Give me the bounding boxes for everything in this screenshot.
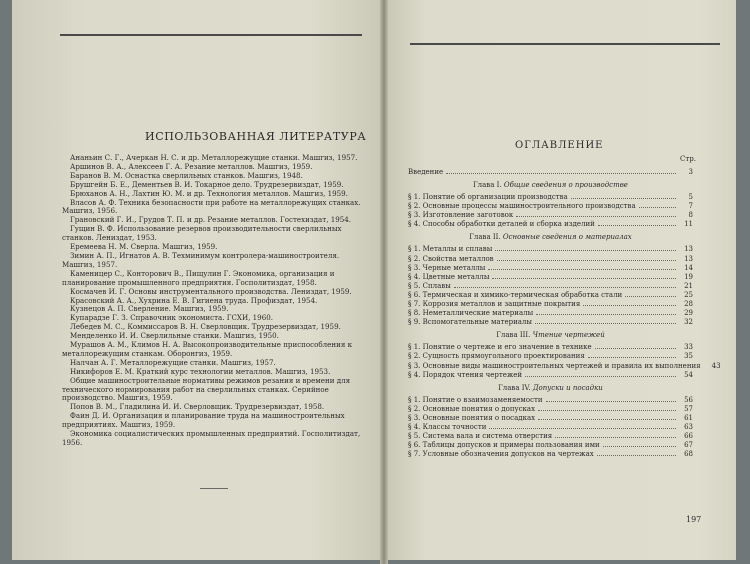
reference-entry: Космачев И. Г. Основы инструментального производства. Лениздат, 1959. [70, 286, 352, 296]
toc-entry-label: § 3. Черные металлы [408, 263, 486, 272]
dot-leader [588, 357, 676, 358]
toc-entry-label: § 6. Термическая и химико-термическая обработка стали [408, 290, 623, 299]
dot-leader [454, 287, 676, 288]
table-of-contents [408, 168, 721, 459]
toc-entry-label: § 1. Понятие о взаимозаменяемости [408, 395, 543, 404]
toc-entry[interactable] [408, 202, 693, 211]
toc-entry[interactable] [408, 423, 693, 432]
toc-entry-label: § 3. Изготовление заготовок [408, 211, 514, 220]
toc-entry[interactable] [408, 318, 693, 327]
reference-entry: Еремеева Н. М. Сверла. Машгиз, 1959. [70, 242, 218, 252]
reference-entry: Баранов В. М. Оснастка сверлильных станков. Машгиз, 1948. [70, 170, 303, 180]
toc-entry-page: 43 [711, 361, 721, 370]
reference-entry: Мурашов А. М., Климов Н. А. Высокопроизводительные приспособления к металлорежущим станкам. Оборонгиз, 1959. [62, 340, 353, 358]
toc-entry-page: 56 [684, 395, 693, 404]
toc-entry-label: § 2. Основные понятия о допусках [408, 404, 536, 413]
toc-entry-label: § 3. Основные виды машиностроительных чертежей и правила их выполнения [408, 361, 701, 370]
toc-entry[interactable] [408, 211, 693, 220]
toc-entry[interactable] [408, 309, 693, 318]
toc-entry-page: 14 [684, 263, 693, 272]
toc-entry-page: 21 [684, 281, 693, 290]
reference-entry: Налчан А. Г. Металлорежущие станки. Машгиз, 1957. [70, 357, 276, 367]
chapter-heading [408, 229, 693, 245]
reference-entry: Попов В. М., Гладилина И. И. Сверловщик. Трудрезервиздат, 1958. [70, 402, 325, 412]
chapter-title: Чтение чертежей [532, 331, 605, 340]
toc-entry[interactable] [408, 255, 693, 264]
dot-leader [492, 278, 676, 279]
toc-entry[interactable] [408, 361, 721, 371]
dot-leader [595, 348, 676, 349]
toc-entry-page: 57 [684, 404, 693, 413]
toc-entry[interactable] [408, 220, 693, 229]
literature-title: ИСПОЛЬЗОВАННАЯ ЛИТЕРАТУРА [145, 130, 367, 143]
toc-entry-label: § 9. Вспомогательные материалы [408, 318, 532, 327]
toc-entry[interactable] [408, 300, 693, 309]
toc-entry[interactable] [408, 264, 693, 273]
chapter-heading [408, 177, 693, 193]
book-gutter [380, 0, 388, 564]
reference-entry: Грановский Г. И., Грудов Т. П. и др. Резание металлов. Гостехиздат, 1954. [70, 215, 352, 225]
toc-entry-page: 29 [684, 309, 693, 318]
toc-entry-page: 13 [684, 254, 693, 263]
toc-entry-label: § 7. Коррозия металлов и защитные покрытия [408, 300, 581, 309]
toc-entry-page: 25 [684, 290, 693, 299]
dot-leader [538, 410, 676, 411]
toc-entry-page: 54 [684, 370, 693, 379]
dot-leader [583, 305, 676, 306]
toc-entry-label: § 4. Порядок чтения чертежей [408, 370, 523, 379]
dot-leader [536, 314, 676, 315]
toc-entry-label: § 7. Условные обозначения допусков на чертежах [408, 450, 594, 459]
toc-entry[interactable] [408, 273, 693, 282]
dot-leader [546, 401, 676, 402]
reference-entry: Каменицер С., Конторович В., Пищулин Г. Экономика, организация и планирование промышленного предприятия. Госполитиздат, 1958. [62, 268, 335, 287]
toc-entry[interactable] [408, 245, 693, 254]
dot-leader [639, 207, 676, 208]
chapter-heading [408, 380, 693, 396]
reference-entry: Общие машиностроительные нормативы режимов резания и времени для технического нормирования работ на сверлильных станках. Серийное производство. Машгиз, 1959. [62, 375, 351, 403]
chapter-number: Глава IV. [498, 383, 531, 392]
toc-entry-label: § 5. Сплавы [408, 281, 451, 290]
toc-entry-page: 28 [684, 300, 693, 309]
reference-entry: Менделенко И. И. Сверлильные станки. Машгиз, 1950. [70, 331, 279, 341]
reference-entry: Красовский А. А., Хухрина Е. В. Гигиена труда. Профиздат, 1954. [70, 295, 318, 305]
dot-leader [497, 260, 676, 261]
toc-entry-label: § 3. Основные понятия о посадках [408, 413, 536, 422]
page-column-label: Стр. [680, 155, 696, 163]
dot-leader [495, 250, 676, 251]
toc-entry-label: § 1. Металлы и сплавы [408, 245, 493, 254]
page-number: 197 [686, 515, 702, 524]
toc-entry[interactable] [408, 352, 693, 361]
toc-entry-label: § 6. Таблицы допусков и примеры пользования ими [408, 441, 600, 450]
toc-entry[interactable] [408, 343, 693, 352]
chapter-title: Основные сведения о материалах [502, 233, 632, 242]
toc-entry-page: 63 [684, 422, 693, 431]
reference-entry: Купарадзе Г. З. Справочник экономиста. ГСХИ, 1960. [70, 313, 273, 323]
toc-entry-page: 32 [684, 318, 693, 327]
dot-leader [488, 269, 676, 270]
toc-entry[interactable] [408, 441, 693, 450]
toc-entry[interactable] [408, 371, 693, 380]
toc-entry-page: 5 [688, 193, 693, 202]
chapter-number: Глава I. [473, 181, 502, 190]
chapter-number: Глава II. [469, 233, 501, 242]
toc-entry-page: 11 [684, 220, 693, 229]
reference-entry: Никифоров Е. М. Краткий курс технологии металлов. Машгиз, 1953. [70, 366, 331, 376]
chapter-number: Глава III. [496, 331, 531, 340]
page-mark [200, 488, 228, 489]
toc-entry-page: 33 [684, 343, 693, 352]
toc-entry[interactable] [408, 193, 693, 202]
toc-entry-label: Введение [408, 168, 444, 176]
toc-entry[interactable] [408, 291, 693, 300]
toc-entry[interactable] [408, 450, 693, 459]
dot-leader [538, 419, 676, 420]
dot-leader [597, 455, 676, 456]
toc-entry-page: 67 [684, 441, 693, 450]
toc-entry-page: 13 [684, 245, 693, 254]
chapter-heading [408, 327, 693, 343]
reference-entry: Ананьин С. Г., Ачеркан Н. С. и др. Металлорежущие станки. Машгиз, 1957. [70, 153, 358, 162]
reference-entry: Брюханов А. Н., Лахтин Ю. М. и др. Технология металлов. Машгиз, 1959. [70, 188, 348, 198]
reference-entry: Брушгейн Б. Е., Дементьев В. И. Токарное дело. Трудрезервиздат, 1959. [70, 179, 344, 189]
contents-title: ОГЛАВЛЕНИЕ [515, 140, 604, 151]
reference-entry: Экономика социалистических промышленных предприятий. Госполитиздат, 1956. [62, 429, 361, 447]
dot-leader [535, 323, 676, 324]
toc-entry-page: 61 [684, 413, 693, 422]
toc-entry-label: § 2. Свойства металлов [408, 254, 494, 263]
reference-entry: Аршинов В. А., Алексеев Г. А. Резание металлов. Машгиз, 1959. [70, 161, 313, 171]
dot-leader [489, 428, 676, 429]
toc-entry-label: § 2. Сущность прямоугольного проектирования [408, 352, 585, 361]
header-rule-left [60, 34, 362, 36]
chapter-title: Допуски и посадки [532, 383, 603, 392]
toc-entry-page: 8 [688, 211, 693, 220]
toc-entry[interactable] [408, 432, 693, 441]
toc-entry[interactable] [408, 282, 693, 291]
toc-entry[interactable] [408, 405, 693, 414]
toc-entry[interactable] [408, 414, 693, 423]
dot-leader [598, 225, 676, 226]
toc-entry-page: 68 [684, 450, 693, 459]
toc-entry-label: § 4. Классы точности [408, 422, 487, 431]
dot-leader [555, 437, 676, 438]
reference-entry: Гущин В. Ф. Использование резервов производительности сверлильных станков. Лениздат, 1953. [62, 224, 342, 243]
reference-entry: Власов А. Ф. Техника безопасности при работе на металлорежущих станках. Машгиз, 1956. [62, 197, 361, 216]
toc-entry[interactable] [408, 168, 693, 177]
dot-leader [603, 446, 676, 447]
toc-entry[interactable] [408, 396, 693, 405]
toc-entry-page: 19 [684, 272, 693, 281]
reference-entry: Кузнецов А. П. Сверление. Машгиз, 1959. [70, 304, 229, 314]
dot-leader [525, 376, 676, 377]
toc-entry-page: 66 [684, 432, 693, 441]
reference-entry: Зимин А. П., Игнатов А. В. Техминимум контролера-машиностроителя. Машгиз, 1957. [62, 250, 340, 269]
toc-entry-label: § 1. Понятие об организации производства [408, 193, 568, 202]
dot-leader [625, 296, 676, 297]
toc-entry-page: 7 [688, 202, 693, 211]
toc-entry-label: § 2. Основные процессы машиностроительного производства [408, 202, 636, 211]
chapter-title: Общие сведения о производстве [503, 181, 628, 190]
reference-entry: Фаин Д. И. Организация и планирование труда на машиностроительных предприятиях. Машгиз, 1959. [62, 411, 345, 430]
dot-leader [571, 198, 676, 199]
dot-leader [516, 216, 676, 217]
toc-entry-label: § 4. Цветные металлы [408, 272, 490, 281]
reference-list [62, 154, 362, 448]
toc-entry-page: 35 [684, 352, 693, 361]
toc-entry-label: § 1. Понятие о чертеже и его значение в технике [408, 343, 592, 352]
toc-entry-label: § 8. Неметаллические материалы [408, 309, 534, 318]
dot-leader [446, 173, 676, 174]
toc-entry-label: § 5. Система вала и система отверстия [408, 432, 553, 441]
toc-entry-page: 3 [688, 168, 693, 176]
toc-entry-label: § 4. Способы обработки деталей и сборка изделий [408, 220, 595, 229]
reference-entry: Лебедев М. С., Коммиссаров В. Н. Сверловщик. Трудрезервиздат, 1959. [70, 322, 341, 332]
header-rule-right [410, 43, 720, 45]
